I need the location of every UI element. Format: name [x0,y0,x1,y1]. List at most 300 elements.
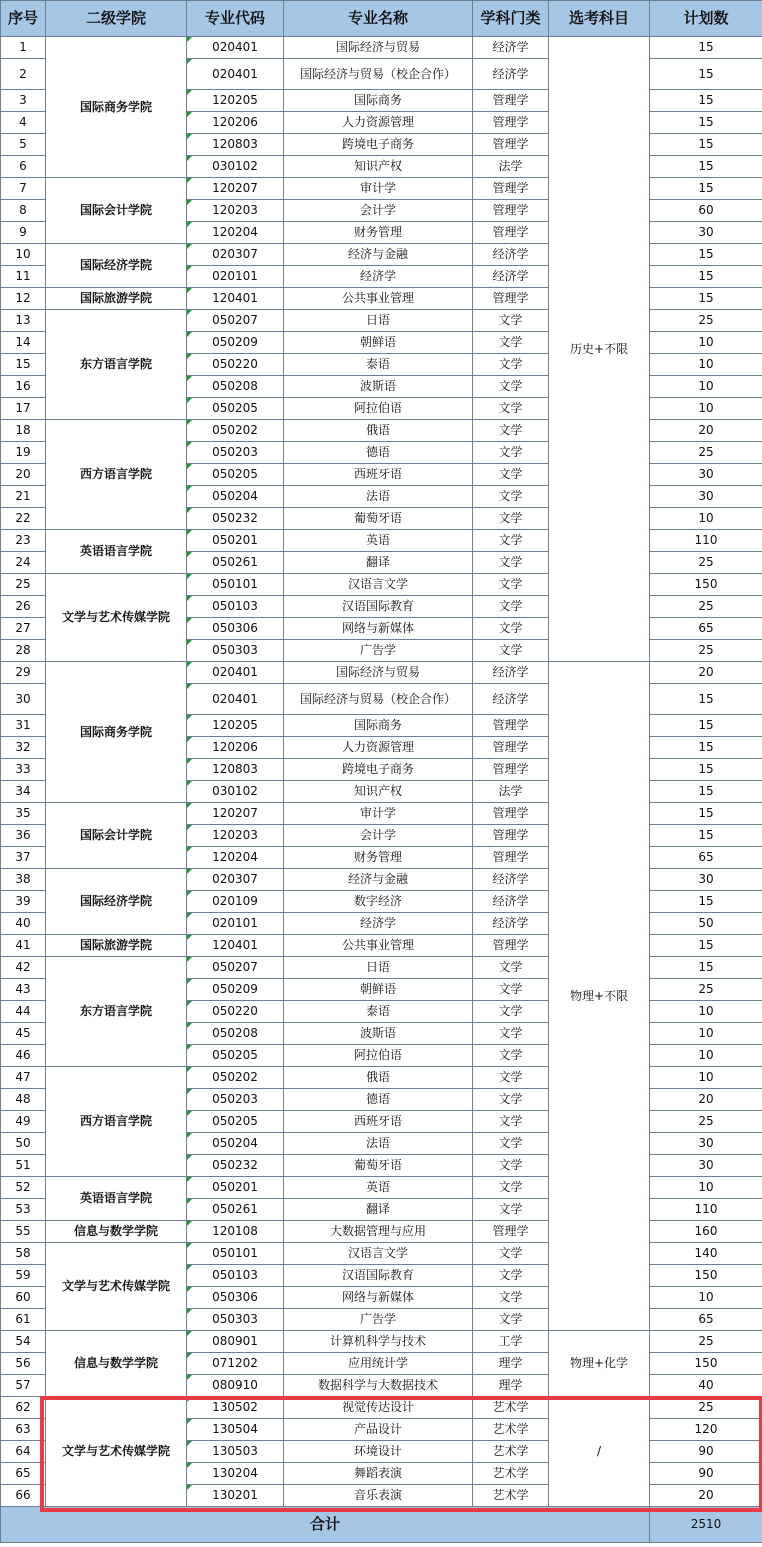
row-code: 050209 [187,332,284,354]
row-code: 050202 [187,420,284,442]
row-plan: 15 [650,715,762,737]
row-college: 信息与数学学院 [46,1221,187,1243]
row-seq: 55 [1,1221,46,1243]
row-major: 泰语 [284,354,473,376]
row-category: 管理学 [473,759,549,781]
row-plan: 15 [650,891,762,913]
row-major: 跨境电子商务 [284,134,473,156]
row-code: 130204 [187,1463,284,1485]
total-label: 合计 [1,1507,650,1543]
row-plan: 30 [650,1155,762,1177]
row-plan: 10 [650,376,762,398]
row-seq: 21 [1,486,46,508]
row-major: 国际经济与贸易 [284,37,473,59]
row-code: 050205 [187,464,284,486]
row-college: 国际经济学院 [46,244,187,288]
row-seq: 23 [1,530,46,552]
row-code: 020401 [187,684,284,715]
row-code: 050203 [187,442,284,464]
row-plan: 90 [650,1463,762,1485]
row-category: 文学 [473,508,549,530]
row-seq: 35 [1,803,46,825]
row-seq: 45 [1,1023,46,1045]
row-seq: 47 [1,1067,46,1089]
row-plan: 25 [650,1331,762,1353]
row-code: 020101 [187,913,284,935]
row-major: 数字经济 [284,891,473,913]
row-plan: 65 [650,618,762,640]
row-seq: 61 [1,1309,46,1331]
row-category: 文学 [473,979,549,1001]
row-plan: 15 [650,90,762,112]
row-major: 公共事业管理 [284,935,473,957]
table-row [1,662,762,684]
row-plan: 10 [650,332,762,354]
row-major: 阿拉伯语 [284,398,473,420]
row-seq: 39 [1,891,46,913]
row-plan: 30 [650,1133,762,1155]
header-plan: 计划数 [650,1,762,37]
row-major: 审计学 [284,178,473,200]
row-seq: 63 [1,1419,46,1441]
row-plan: 160 [650,1221,762,1243]
row-college: 信息与数学学院 [46,1331,187,1397]
row-category: 文学 [473,464,549,486]
row-category: 法学 [473,781,549,803]
row-seq: 42 [1,957,46,979]
row-major: 应用统计学 [284,1353,473,1375]
row-seq: 64 [1,1441,46,1463]
header-code: 专业代码 [187,1,284,37]
row-category: 管理学 [473,134,549,156]
row-code: 071202 [187,1353,284,1375]
row-major: 阿拉伯语 [284,1045,473,1067]
row-college: 文学与艺术传媒学院 [46,1243,187,1331]
row-plan: 10 [650,1177,762,1199]
row-college: 文学与艺术传媒学院 [46,574,187,662]
row-category: 管理学 [473,737,549,759]
row-code: 120204 [187,847,284,869]
row-major: 朝鲜语 [284,332,473,354]
row-code: 050202 [187,1067,284,1089]
row-seq: 40 [1,913,46,935]
row-plan: 20 [650,662,762,684]
table-row [1,1397,762,1419]
row-category: 文学 [473,398,549,420]
row-category: 经济学 [473,59,549,90]
row-code: 050208 [187,376,284,398]
row-major: 产品设计 [284,1419,473,1441]
row-major: 俄语 [284,1067,473,1089]
row-seq: 13 [1,310,46,332]
row-major: 知识产权 [284,156,473,178]
row-seq: 11 [1,266,46,288]
row-seq: 16 [1,376,46,398]
row-plan: 140 [650,1243,762,1265]
row-code: 050205 [187,1111,284,1133]
header-row [1,1,762,37]
row-plan: 25 [650,1111,762,1133]
total-row [1,1507,762,1543]
row-category: 理学 [473,1353,549,1375]
row-plan: 15 [650,957,762,979]
row-seq: 24 [1,552,46,574]
row-code: 050306 [187,618,284,640]
row-category: 经济学 [473,891,549,913]
row-category: 文学 [473,1045,549,1067]
row-category: 经济学 [473,869,549,891]
row-plan: 10 [650,1045,762,1067]
row-category: 文学 [473,1243,549,1265]
row-code: 120207 [187,178,284,200]
row-seq: 56 [1,1353,46,1375]
row-plan: 65 [650,847,762,869]
row-major: 汉语言文学 [284,1243,473,1265]
row-code: 050207 [187,310,284,332]
row-category: 理学 [473,1375,549,1397]
row-major: 广告学 [284,640,473,662]
row-category: 文学 [473,596,549,618]
row-code: 050306 [187,1287,284,1309]
row-seq: 43 [1,979,46,1001]
row-major: 西班牙语 [284,464,473,486]
row-seq: 29 [1,662,46,684]
row-category: 文学 [473,1001,549,1023]
row-category: 管理学 [473,200,549,222]
row-plan: 15 [650,825,762,847]
row-code: 050205 [187,398,284,420]
row-code: 050204 [187,486,284,508]
row-seq: 62 [1,1397,46,1419]
row-major: 舞蹈表演 [284,1463,473,1485]
row-seq: 66 [1,1485,46,1507]
row-major: 波斯语 [284,1023,473,1045]
row-category: 管理学 [473,222,549,244]
row-category: 艺术学 [473,1463,549,1485]
row-seq: 6 [1,156,46,178]
row-seq: 3 [1,90,46,112]
row-major: 计算机科学与技术 [284,1331,473,1353]
row-plan: 15 [650,803,762,825]
row-major: 网络与新媒体 [284,1287,473,1309]
row-subject: / [549,1397,650,1507]
row-code: 050220 [187,354,284,376]
row-plan: 120 [650,1419,762,1441]
row-plan: 30 [650,869,762,891]
row-category: 艺术学 [473,1419,549,1441]
row-seq: 22 [1,508,46,530]
row-plan: 15 [650,59,762,90]
row-code: 050232 [187,1155,284,1177]
row-plan: 25 [650,596,762,618]
row-code: 130201 [187,1485,284,1507]
row-code: 050205 [187,1045,284,1067]
row-major: 翻译 [284,552,473,574]
row-major: 英语 [284,1177,473,1199]
row-plan: 10 [650,354,762,376]
row-seq: 12 [1,288,46,310]
row-major: 音乐表演 [284,1485,473,1507]
row-college: 国际商务学院 [46,37,187,178]
row-seq: 46 [1,1045,46,1067]
row-plan: 10 [650,1023,762,1045]
row-major: 财务管理 [284,222,473,244]
row-category: 文学 [473,1133,549,1155]
row-college: 文学与艺术传媒学院 [46,1397,187,1507]
row-seq: 8 [1,200,46,222]
row-seq: 28 [1,640,46,662]
row-seq: 1 [1,37,46,59]
row-category: 文学 [473,442,549,464]
row-major: 视觉传达设计 [284,1397,473,1419]
row-seq: 19 [1,442,46,464]
row-plan: 150 [650,574,762,596]
row-code: 050207 [187,957,284,979]
row-seq: 50 [1,1133,46,1155]
row-plan: 110 [650,530,762,552]
row-category: 文学 [473,310,549,332]
row-major: 环境设计 [284,1441,473,1463]
row-category: 文学 [473,354,549,376]
row-plan: 10 [650,398,762,420]
row-seq: 38 [1,869,46,891]
table-row [1,1331,762,1353]
row-plan: 40 [650,1375,762,1397]
row-code: 050101 [187,574,284,596]
row-plan: 65 [650,1309,762,1331]
row-category: 文学 [473,618,549,640]
row-code: 130504 [187,1419,284,1441]
row-major: 财务管理 [284,847,473,869]
row-major: 知识产权 [284,781,473,803]
row-category: 管理学 [473,112,549,134]
row-category: 经济学 [473,266,549,288]
row-major: 日语 [284,310,473,332]
row-seq: 37 [1,847,46,869]
row-code: 050232 [187,508,284,530]
row-major: 人力资源管理 [284,112,473,134]
row-code: 050204 [187,1133,284,1155]
row-seq: 14 [1,332,46,354]
row-college: 国际经济学院 [46,869,187,935]
row-major: 经济与金融 [284,244,473,266]
row-major: 汉语言文学 [284,574,473,596]
row-major: 国际经济与贸易 [284,662,473,684]
row-code: 120205 [187,715,284,737]
row-plan: 150 [650,1265,762,1287]
row-seq: 18 [1,420,46,442]
row-seq: 57 [1,1375,46,1397]
row-plan: 25 [650,552,762,574]
row-plan: 10 [650,1287,762,1309]
row-code: 050261 [187,1199,284,1221]
row-code: 050303 [187,1309,284,1331]
row-code: 080901 [187,1331,284,1353]
row-seq: 54 [1,1331,46,1353]
row-code: 020307 [187,244,284,266]
row-plan: 25 [650,442,762,464]
row-major: 法语 [284,1133,473,1155]
row-category: 文学 [473,1089,549,1111]
row-seq: 25 [1,574,46,596]
row-seq: 30 [1,684,46,715]
row-seq: 36 [1,825,46,847]
row-seq: 2 [1,59,46,90]
header-college: 二级学院 [46,1,187,37]
row-major: 国际商务 [284,715,473,737]
row-code: 050103 [187,596,284,618]
row-code: 120803 [187,134,284,156]
row-major: 经济学 [284,266,473,288]
row-category: 文学 [473,1067,549,1089]
total-value: 2510 [650,1507,762,1543]
row-code: 020401 [187,662,284,684]
row-category: 文学 [473,1111,549,1133]
row-subject: 物理+不限 [549,662,650,1331]
header-category: 学科门类 [473,1,549,37]
row-major: 俄语 [284,420,473,442]
row-code: 120205 [187,90,284,112]
row-plan: 20 [650,1485,762,1507]
row-plan: 15 [650,781,762,803]
row-major: 葡萄牙语 [284,508,473,530]
row-seq: 48 [1,1089,46,1111]
row-code: 050208 [187,1023,284,1045]
row-category: 文学 [473,486,549,508]
row-major: 国际商务 [284,90,473,112]
row-seq: 10 [1,244,46,266]
row-college: 西方语言学院 [46,1067,187,1177]
row-code: 120206 [187,112,284,134]
row-major: 德语 [284,442,473,464]
row-college: 英语语言学院 [46,530,187,574]
row-code: 050101 [187,1243,284,1265]
row-plan: 25 [650,640,762,662]
row-code: 130503 [187,1441,284,1463]
row-major: 日语 [284,957,473,979]
row-college: 国际商务学院 [46,662,187,803]
header-seq: 序号 [1,1,46,37]
row-code: 050209 [187,979,284,1001]
row-code: 050220 [187,1001,284,1023]
row-major: 公共事业管理 [284,288,473,310]
row-category: 文学 [473,1199,549,1221]
row-seq: 49 [1,1111,46,1133]
row-code: 050203 [187,1089,284,1111]
row-code: 120803 [187,759,284,781]
row-major: 泰语 [284,1001,473,1023]
header-subject: 选考科目 [549,1,650,37]
row-major: 西班牙语 [284,1111,473,1133]
row-college: 英语语言学院 [46,1177,187,1221]
row-category: 文学 [473,640,549,662]
row-code: 120401 [187,935,284,957]
row-major: 国际经济与贸易（校企合作） [284,684,473,715]
row-category: 管理学 [473,90,549,112]
row-code: 020401 [187,59,284,90]
row-major: 汉语国际教育 [284,1265,473,1287]
row-seq: 41 [1,935,46,957]
row-code: 120401 [187,288,284,310]
row-plan: 150 [650,1353,762,1375]
row-seq: 60 [1,1287,46,1309]
row-category: 文学 [473,957,549,979]
row-code: 120203 [187,825,284,847]
row-major: 经济学 [284,913,473,935]
row-seq: 31 [1,715,46,737]
row-major: 朝鲜语 [284,979,473,1001]
row-category: 管理学 [473,715,549,737]
row-major: 国际经济与贸易（校企合作） [284,59,473,90]
row-code: 050103 [187,1265,284,1287]
row-category: 经济学 [473,37,549,59]
row-college: 国际会计学院 [46,803,187,869]
row-plan: 15 [650,156,762,178]
row-major: 跨境电子商务 [284,759,473,781]
row-code: 020401 [187,37,284,59]
row-college: 西方语言学院 [46,420,187,530]
row-category: 工学 [473,1331,549,1353]
row-category: 文学 [473,332,549,354]
row-category: 文学 [473,376,549,398]
row-category: 经济学 [473,662,549,684]
row-code: 120206 [187,737,284,759]
row-college: 东方语言学院 [46,957,187,1067]
row-seq: 59 [1,1265,46,1287]
row-seq: 5 [1,134,46,156]
row-category: 艺术学 [473,1485,549,1507]
row-major: 葡萄牙语 [284,1155,473,1177]
row-seq: 7 [1,178,46,200]
row-plan: 60 [650,200,762,222]
row-code: 050261 [187,552,284,574]
row-category: 管理学 [473,935,549,957]
row-plan: 25 [650,310,762,332]
row-major: 数据科学与大数据技术 [284,1375,473,1397]
row-code: 130502 [187,1397,284,1419]
row-seq: 15 [1,354,46,376]
row-category: 文学 [473,574,549,596]
row-plan: 15 [650,737,762,759]
row-category: 文学 [473,420,549,442]
row-code: 120108 [187,1221,284,1243]
row-category: 艺术学 [473,1441,549,1463]
row-category: 文学 [473,1155,549,1177]
table-row [1,37,762,59]
row-major: 大数据管理与应用 [284,1221,473,1243]
row-plan: 50 [650,913,762,935]
row-code: 120203 [187,200,284,222]
row-subject: 物理+化学 [549,1331,650,1397]
row-code: 050201 [187,1177,284,1199]
row-seq: 51 [1,1155,46,1177]
row-code: 020109 [187,891,284,913]
row-plan: 20 [650,420,762,442]
row-code: 020101 [187,266,284,288]
row-category: 艺术学 [473,1397,549,1419]
row-major: 英语 [284,530,473,552]
row-major: 人力资源管理 [284,737,473,759]
row-code: 120204 [187,222,284,244]
row-code: 030102 [187,156,284,178]
row-major: 广告学 [284,1309,473,1331]
row-category: 文学 [473,1287,549,1309]
row-seq: 9 [1,222,46,244]
row-code: 050303 [187,640,284,662]
row-major: 法语 [284,486,473,508]
row-plan: 30 [650,486,762,508]
row-plan: 25 [650,979,762,1001]
